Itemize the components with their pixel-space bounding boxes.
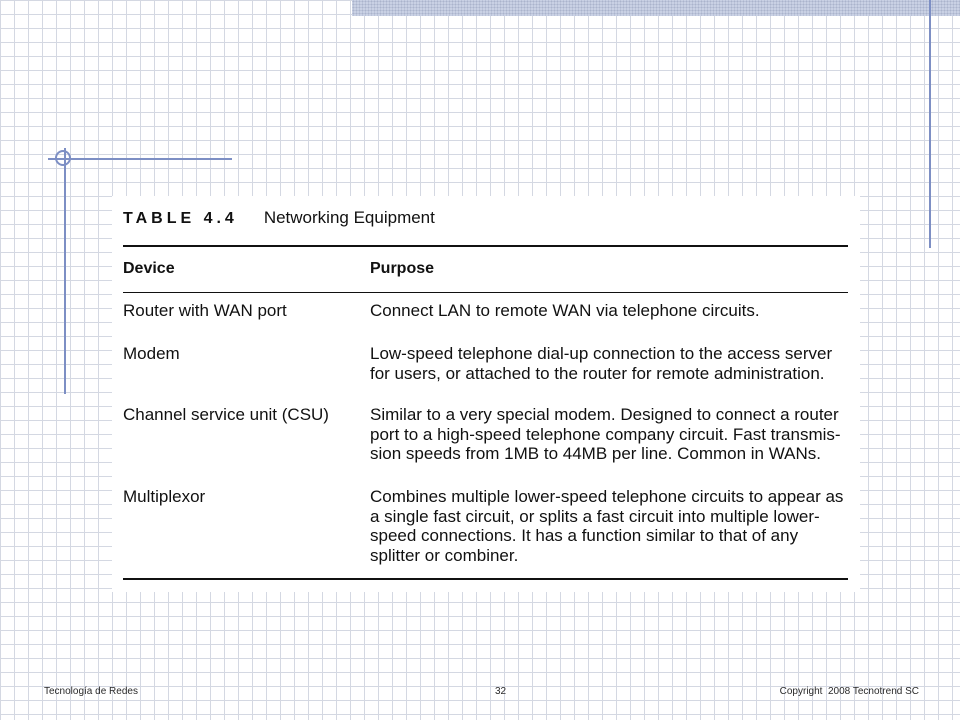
purpose-cell: Connect LAN to remote WAN via telephone circuits. [370, 301, 760, 320]
table-bottom-rule [123, 578, 848, 580]
device-cell: Modem [123, 344, 180, 363]
table-top-rule [123, 245, 848, 247]
table-number: TABLE 4.4 [123, 210, 238, 227]
top-decorative-band [352, 0, 960, 16]
table-header-rule [123, 292, 848, 293]
table-caption: Networking Equipment [263, 208, 435, 227]
footer-page-number: 32 [495, 686, 507, 697]
device-cell: Multiplexor [123, 487, 206, 506]
footer-course-title: Tecnología de Redes [44, 686, 138, 697]
purpose-cell: Similar to a very special modem. Designed to connect a router port to a high-speed telephone company circuit. Fast transmis-sion speeds from 1MB to 44MB per line. Common in WANs. [370, 405, 841, 463]
horizontal-accent-line [48, 158, 232, 160]
right-vertical-accent-line [929, 0, 931, 248]
device-cell: Channel service unit (CSU) [123, 405, 329, 424]
purpose-cell: Combines multiple lower-speed telephone circuits to appear as a single fast circuit, or splits a fast circuit into multiple lower-speed connections. It has a function similar to that of any splitter or combiner. [370, 487, 844, 565]
crosshair-circle-icon [55, 150, 71, 166]
device-cell: Router with WAN port [123, 301, 287, 320]
footer-copyright: Copyright 2008 Tecnotrend SC [779, 686, 919, 697]
left-vertical-accent-line [64, 148, 66, 394]
column-header-purpose: Purpose [370, 260, 435, 277]
column-header-device: Device [123, 260, 175, 277]
table-title [123, 208, 435, 232]
purpose-cell: Low-speed telephone dial-up connection to the access server for users, or attached to the router for remote administration. [370, 344, 833, 383]
